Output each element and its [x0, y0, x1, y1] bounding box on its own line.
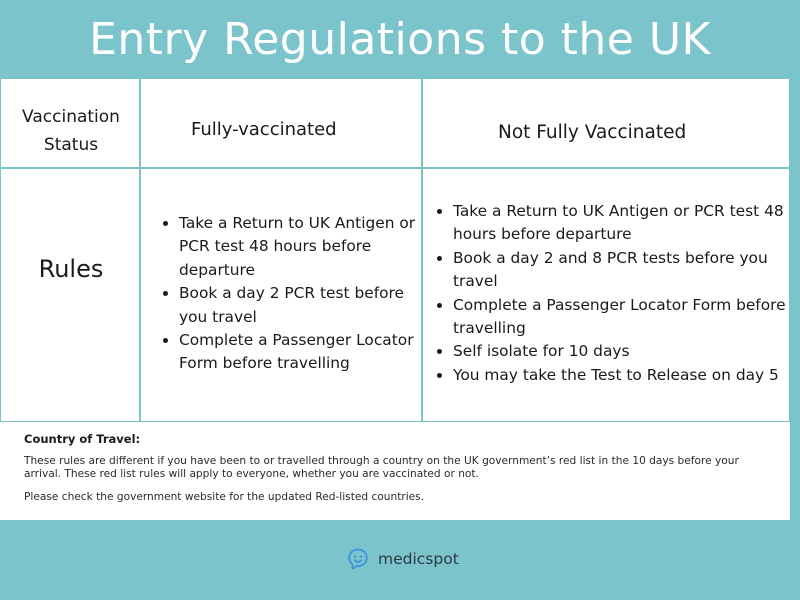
- red-list-explanation: These rules are different if you have been to or travelled through a country on the UK government’s red list in the 10 days before your arrival. These red list rules will apply to everyone, whether you are vaccinated or not.: [24, 455, 739, 480]
- rules-row-label-cell: [1, 169, 141, 423]
- rule-item: Complete a Passenger Locator Form before travelling: [162, 329, 417, 376]
- not-fully-vaccinated-rule-list: [436, 200, 786, 387]
- rule-item: Self isolate for 10 days: [436, 340, 786, 363]
- note-heading: Country of Travel:: [24, 432, 141, 446]
- fully-vaccinated-rule-list: [162, 212, 417, 376]
- fully-vaccinated-header-cell: [141, 79, 423, 169]
- brand-name: medicspot: [378, 550, 459, 568]
- rule-item: Complete a Passenger Locator Form before travelling: [436, 294, 786, 341]
- brand-logo: [346, 546, 459, 572]
- rule-item: Book a day 2 and 8 PCR tests before you travel: [436, 247, 786, 294]
- page-title: Entry Regulations to the UK: [89, 14, 711, 65]
- rule-item: You may take the Test to Release on day 5: [436, 364, 786, 387]
- regulations-table: [0, 78, 790, 422]
- stethoscope-face-icon: [346, 547, 370, 571]
- rule-item: Take a Return to UK Antigen or PCR test 48 hours before departure: [162, 212, 417, 282]
- government-website-advice: Please check the government website for the updated Red-listed countries.: [24, 491, 425, 503]
- fully-vaccinated-heading: Fully-vaccinated: [191, 119, 337, 140]
- fully-vaccinated-rules-cell: [141, 169, 423, 423]
- rule-item: Book a day 2 PCR test before you travel: [162, 282, 417, 329]
- rules-label: Rules: [38, 255, 104, 283]
- rule-item: Take a Return to UK Antigen or PCR test 48 hours before departure: [436, 200, 786, 247]
- country-of-travel-note: [0, 422, 790, 520]
- vaccination-status-label: Vaccination Status: [22, 107, 120, 155]
- not-fully-vaccinated-heading: Not Fully Vaccinated: [498, 122, 687, 143]
- status-header-cell: [1, 79, 141, 169]
- not-fully-vaccinated-rules-cell: [423, 169, 791, 423]
- not-fully-vaccinated-header-cell: [423, 79, 791, 169]
